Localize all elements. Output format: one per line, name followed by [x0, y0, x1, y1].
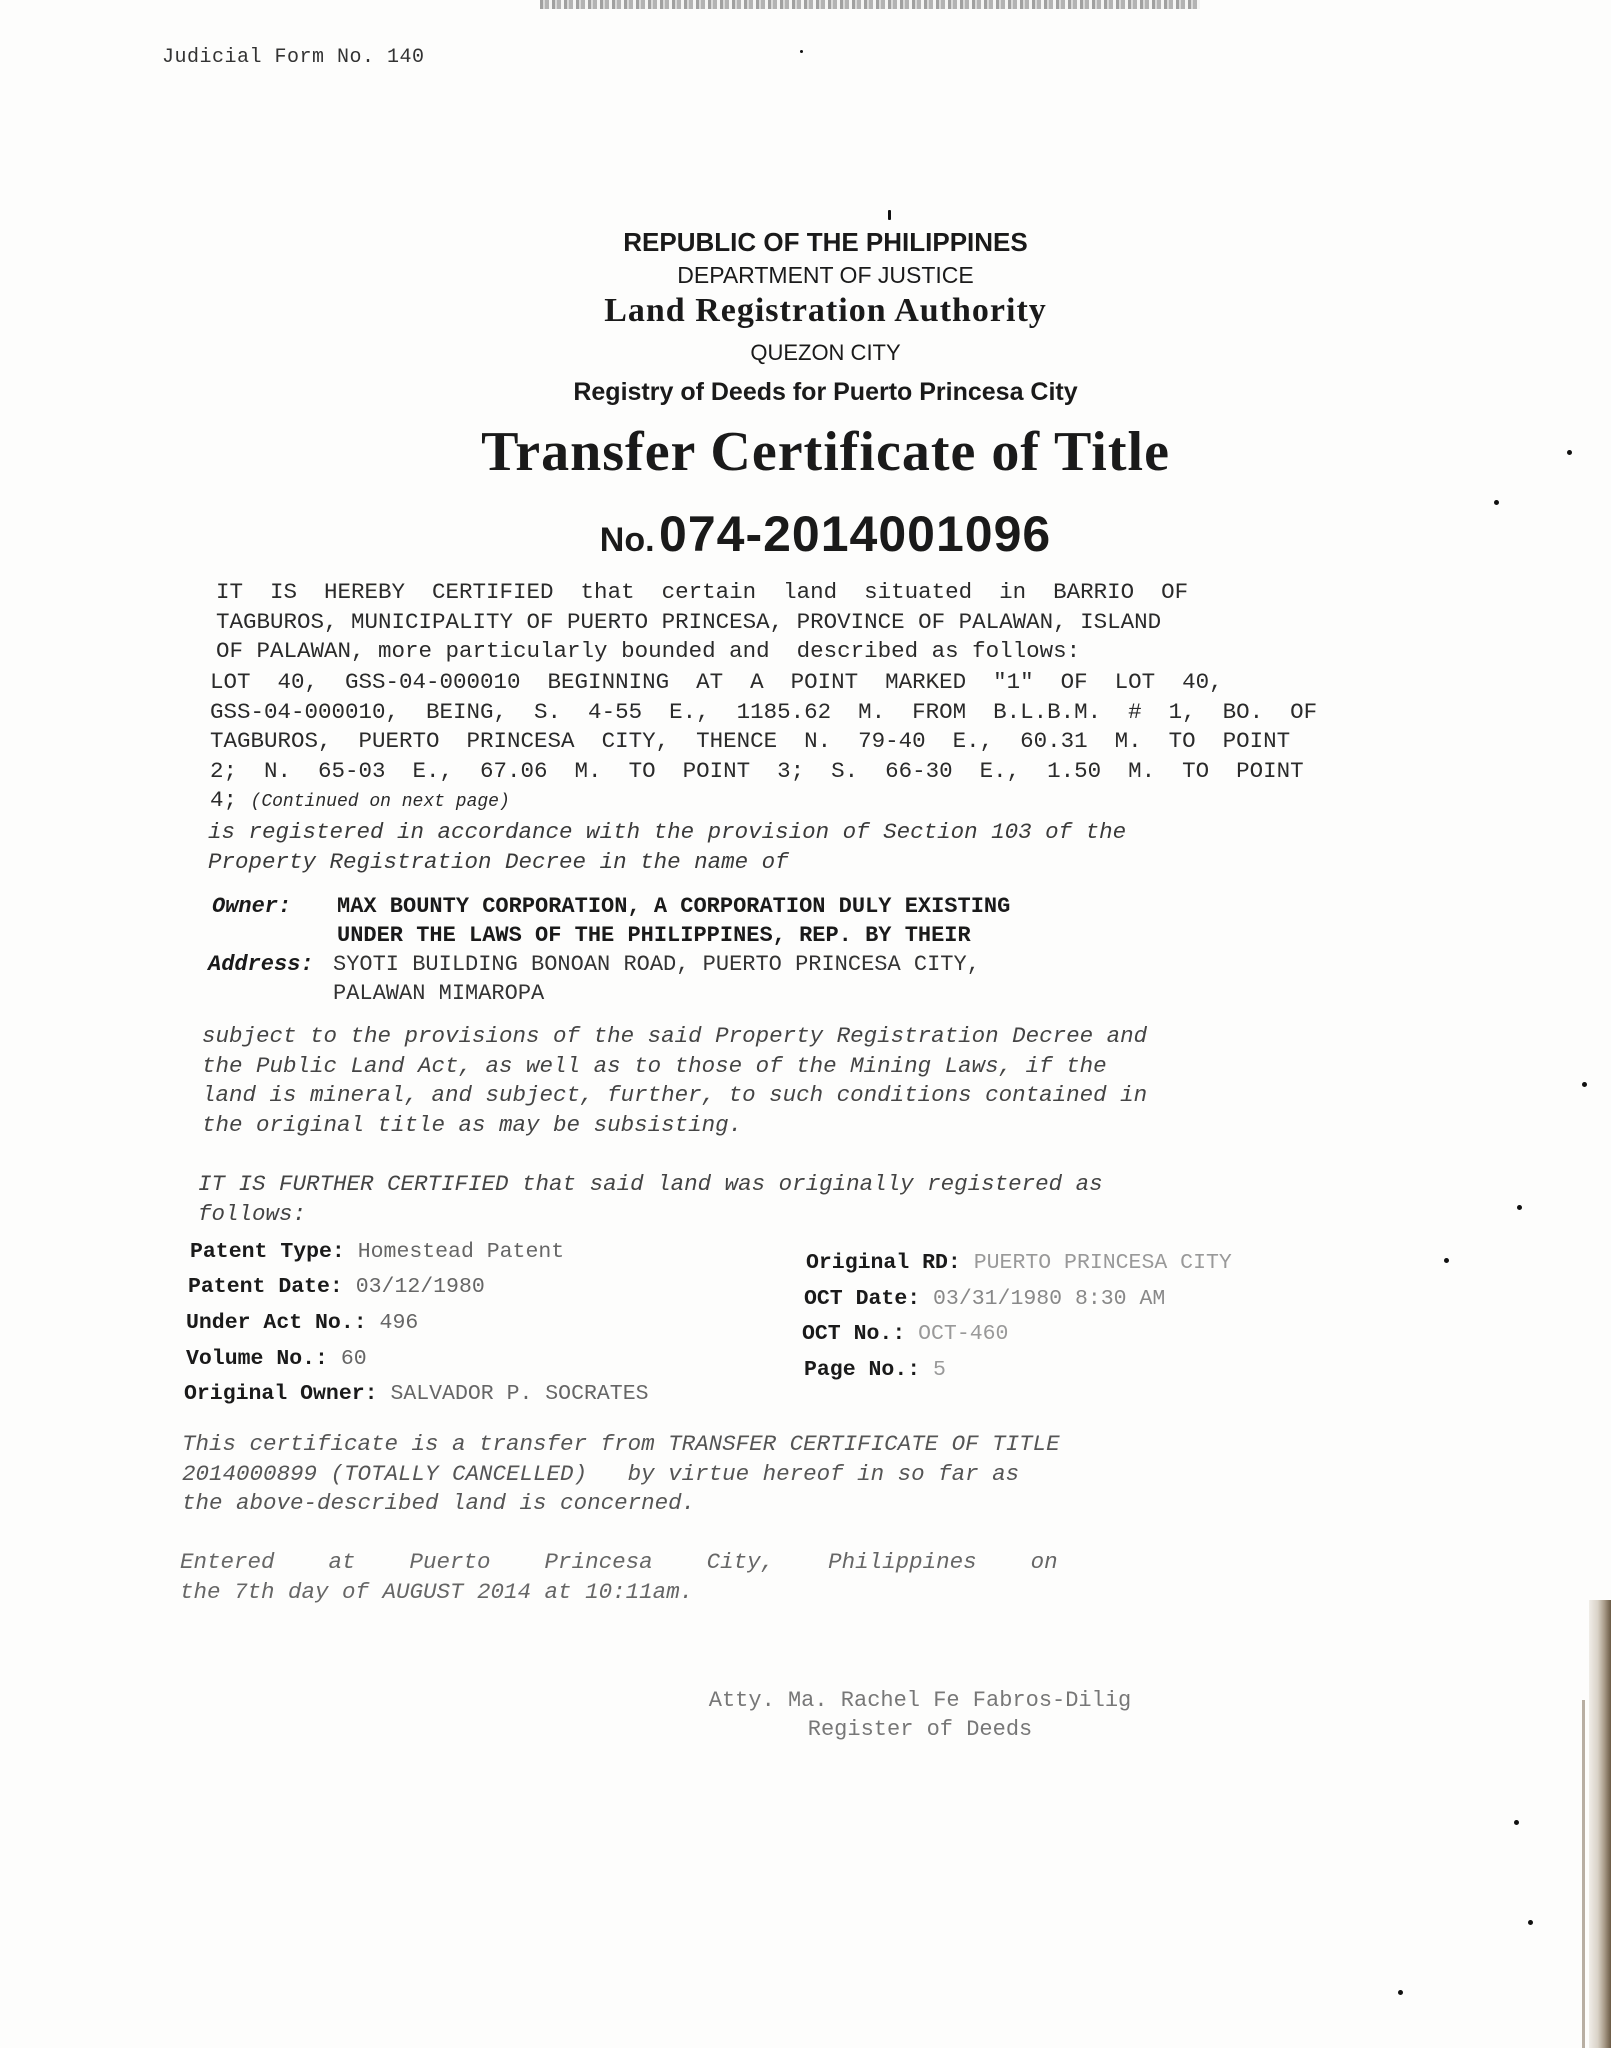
scan-speck: [888, 210, 891, 220]
oct-date-field: [804, 1287, 1165, 1311]
field-value: SALVADOR P. SOCRATES: [390, 1382, 649, 1406]
page-no-field: [804, 1358, 946, 1382]
field-value: 03/31/1980 8:30 AM: [933, 1287, 1166, 1311]
text-line: GSS-04-000010, BEING, S. 4-55 E., 1185.62 M. FROM B.L.B.M. # 1, BO. OF: [210, 698, 1318, 725]
patent-type-field: [190, 1240, 564, 1264]
scan-speck: [1398, 1990, 1403, 1995]
owner-line: UNDER THE LAWS OF THE PHILIPPINES, REP. BY THEIR: [337, 923, 971, 948]
title-number-value: 074-2014001096: [659, 506, 1052, 562]
republic-heading: REPUBLIC OF THE PHILIPPINES: [623, 227, 1028, 257]
page-edge-line: [1582, 1700, 1585, 2048]
field-value: 5: [933, 1358, 946, 1382]
scan-speck: [800, 50, 803, 53]
owner-name: [337, 892, 1010, 950]
text-line: subject to the provisions of the said Property Registration Decree and: [202, 1023, 1148, 1049]
text-line: 2; N. 65-03 E., 67.06 M. TO POINT 3; S. 66-30 E., 1.50 M. TO POINT: [210, 757, 1304, 784]
text-line: IT IS HEREBY CERTIFIED that certain land situated in BARRIO OF: [216, 579, 1189, 605]
scan-speck: [1444, 1258, 1449, 1263]
text-line: the original title as may be subsisting.: [202, 1111, 743, 1138]
further-certification: [198, 1170, 1358, 1229]
field-label: Page No.:: [804, 1358, 921, 1382]
transfer-statement: [182, 1430, 1262, 1519]
scan-speck: [1514, 1820, 1519, 1825]
field-value: 03/12/1980: [355, 1275, 485, 1299]
address-line: SYOTI BUILDING BONOAN ROAD, PUERTO PRINCESA CITY,: [333, 952, 980, 977]
field-label: OCT No.:: [802, 1322, 906, 1346]
volume-no-field: [186, 1347, 367, 1371]
owner-block: [208, 892, 1011, 1008]
technical-last: 4;: [210, 787, 238, 813]
field-value: OCT-460: [918, 1322, 1009, 1346]
scan-speck: [1517, 1205, 1522, 1210]
continued-note: (Continued on next page): [250, 792, 510, 812]
authority-heading: Land Registration Authority: [604, 292, 1047, 329]
original-owner-field: [184, 1382, 649, 1406]
text-line: Entered at Puerto Princesa City, Philippines on: [180, 1549, 1058, 1575]
patent-date-field: [188, 1275, 485, 1299]
under-act-field: [186, 1311, 418, 1335]
field-label: Volume No.:: [186, 1347, 328, 1371]
text-line: TAGBUROS, PUERTO PRINCESA CITY, THENCE N. 79-40 E., 60.31 M. TO POINT: [210, 728, 1291, 754]
city-heading: QUEZON CITY: [750, 340, 901, 365]
field-label: Under Act No.:: [186, 1311, 367, 1335]
text-line: This certificate is a transfer from TRANSFER CERTIFICATE OF TITLE: [182, 1431, 1060, 1457]
title-number-prefix: No.: [599, 521, 655, 559]
title-number: [20, 505, 1611, 563]
owner-row: [212, 892, 1010, 950]
signatory-position: Register of Deeds: [807, 1717, 1033, 1742]
document-title: Transfer Certificate of Title: [481, 421, 1170, 483]
signatory-name: Atty. Ma. Rachel Fe Fabros-Dilig: [708, 1688, 1132, 1713]
original-rd-field: [806, 1251, 1232, 1275]
text-line: is registered in accordance with the provision of Section 103 of the: [208, 819, 1127, 845]
text-line: the above-described land is concerned.: [182, 1490, 696, 1516]
certification-intro: [216, 578, 1366, 667]
field-label: Patent Type:: [190, 1240, 345, 1264]
scan-speck: [1567, 450, 1572, 455]
field-label: Original Owner:: [184, 1382, 378, 1406]
text-line: OF PALAWAN, more particularly bounded and described as follows:: [216, 638, 1081, 664]
text-line: Property Registration Decree in the name of: [208, 848, 789, 875]
registration-statement: [208, 818, 1368, 877]
address-label: Address:: [208, 952, 314, 977]
field-label: OCT Date:: [804, 1287, 921, 1311]
text-line: LOT 40, GSS-04-000010 BEGINNING AT A POINT MARKED "1" OF LOT 40,: [210, 669, 1223, 695]
text-line: the Public Land Act, as well as to those of the Mining Laws, if the: [202, 1052, 1107, 1079]
registry-heading: Registry of Deeds for Puerto Princesa City: [573, 378, 1078, 406]
text-line: land is mineral, and subject, further, to such conditions contained in: [202, 1082, 1148, 1108]
scan-speck: [1582, 1082, 1587, 1087]
field-label: Original RD:: [806, 1251, 961, 1275]
field-value: PUERTO PRINCESA CITY: [973, 1251, 1232, 1275]
signatory-block: [660, 1686, 1180, 1744]
text-line: follows:: [198, 1200, 307, 1227]
text-line: 2014000899 (TOTALLY CANCELLED) by virtue hereof in so far as: [182, 1460, 1020, 1487]
scan-speck: [1528, 1920, 1533, 1925]
entry-statement: [180, 1548, 1260, 1607]
owner-label: Owner:: [212, 894, 292, 919]
field-label: Patent Date:: [188, 1275, 343, 1299]
text-line: [210, 786, 1360, 818]
owner-address: [333, 950, 980, 1008]
page-edge-shadow: [1589, 1600, 1611, 2048]
department-heading: DEPARTMENT OF JUSTICE: [677, 262, 974, 288]
text-line: the 7th day of AUGUST 2014 at 10:11am.: [180, 1578, 694, 1605]
oct-no-field: [802, 1322, 1008, 1346]
owner-line: MAX BOUNTY CORPORATION, A CORPORATION DULY EXISTING: [337, 894, 1011, 919]
technical-description: [210, 668, 1360, 818]
address-row: [208, 950, 1010, 1008]
field-value: 496: [379, 1311, 419, 1335]
text-line: TAGBUROS, MUNICIPALITY OF PUERTO PRINCESA, PROVINCE OF PALAWAN, ISLAND: [216, 608, 1162, 635]
text-line: IT IS FURTHER CERTIFIED that said land was originally registered as: [198, 1171, 1103, 1197]
subject-to-statement: [202, 1022, 1352, 1140]
address-line: PALAWAN MIMAROPA: [333, 981, 545, 1006]
scan-smudge: [540, 0, 1200, 9]
field-value: 60: [340, 1347, 367, 1371]
form-number: Judicial Form No. 140: [162, 46, 425, 69]
field-value: Homestead Patent: [357, 1240, 565, 1264]
scan-speck: [1494, 500, 1499, 505]
